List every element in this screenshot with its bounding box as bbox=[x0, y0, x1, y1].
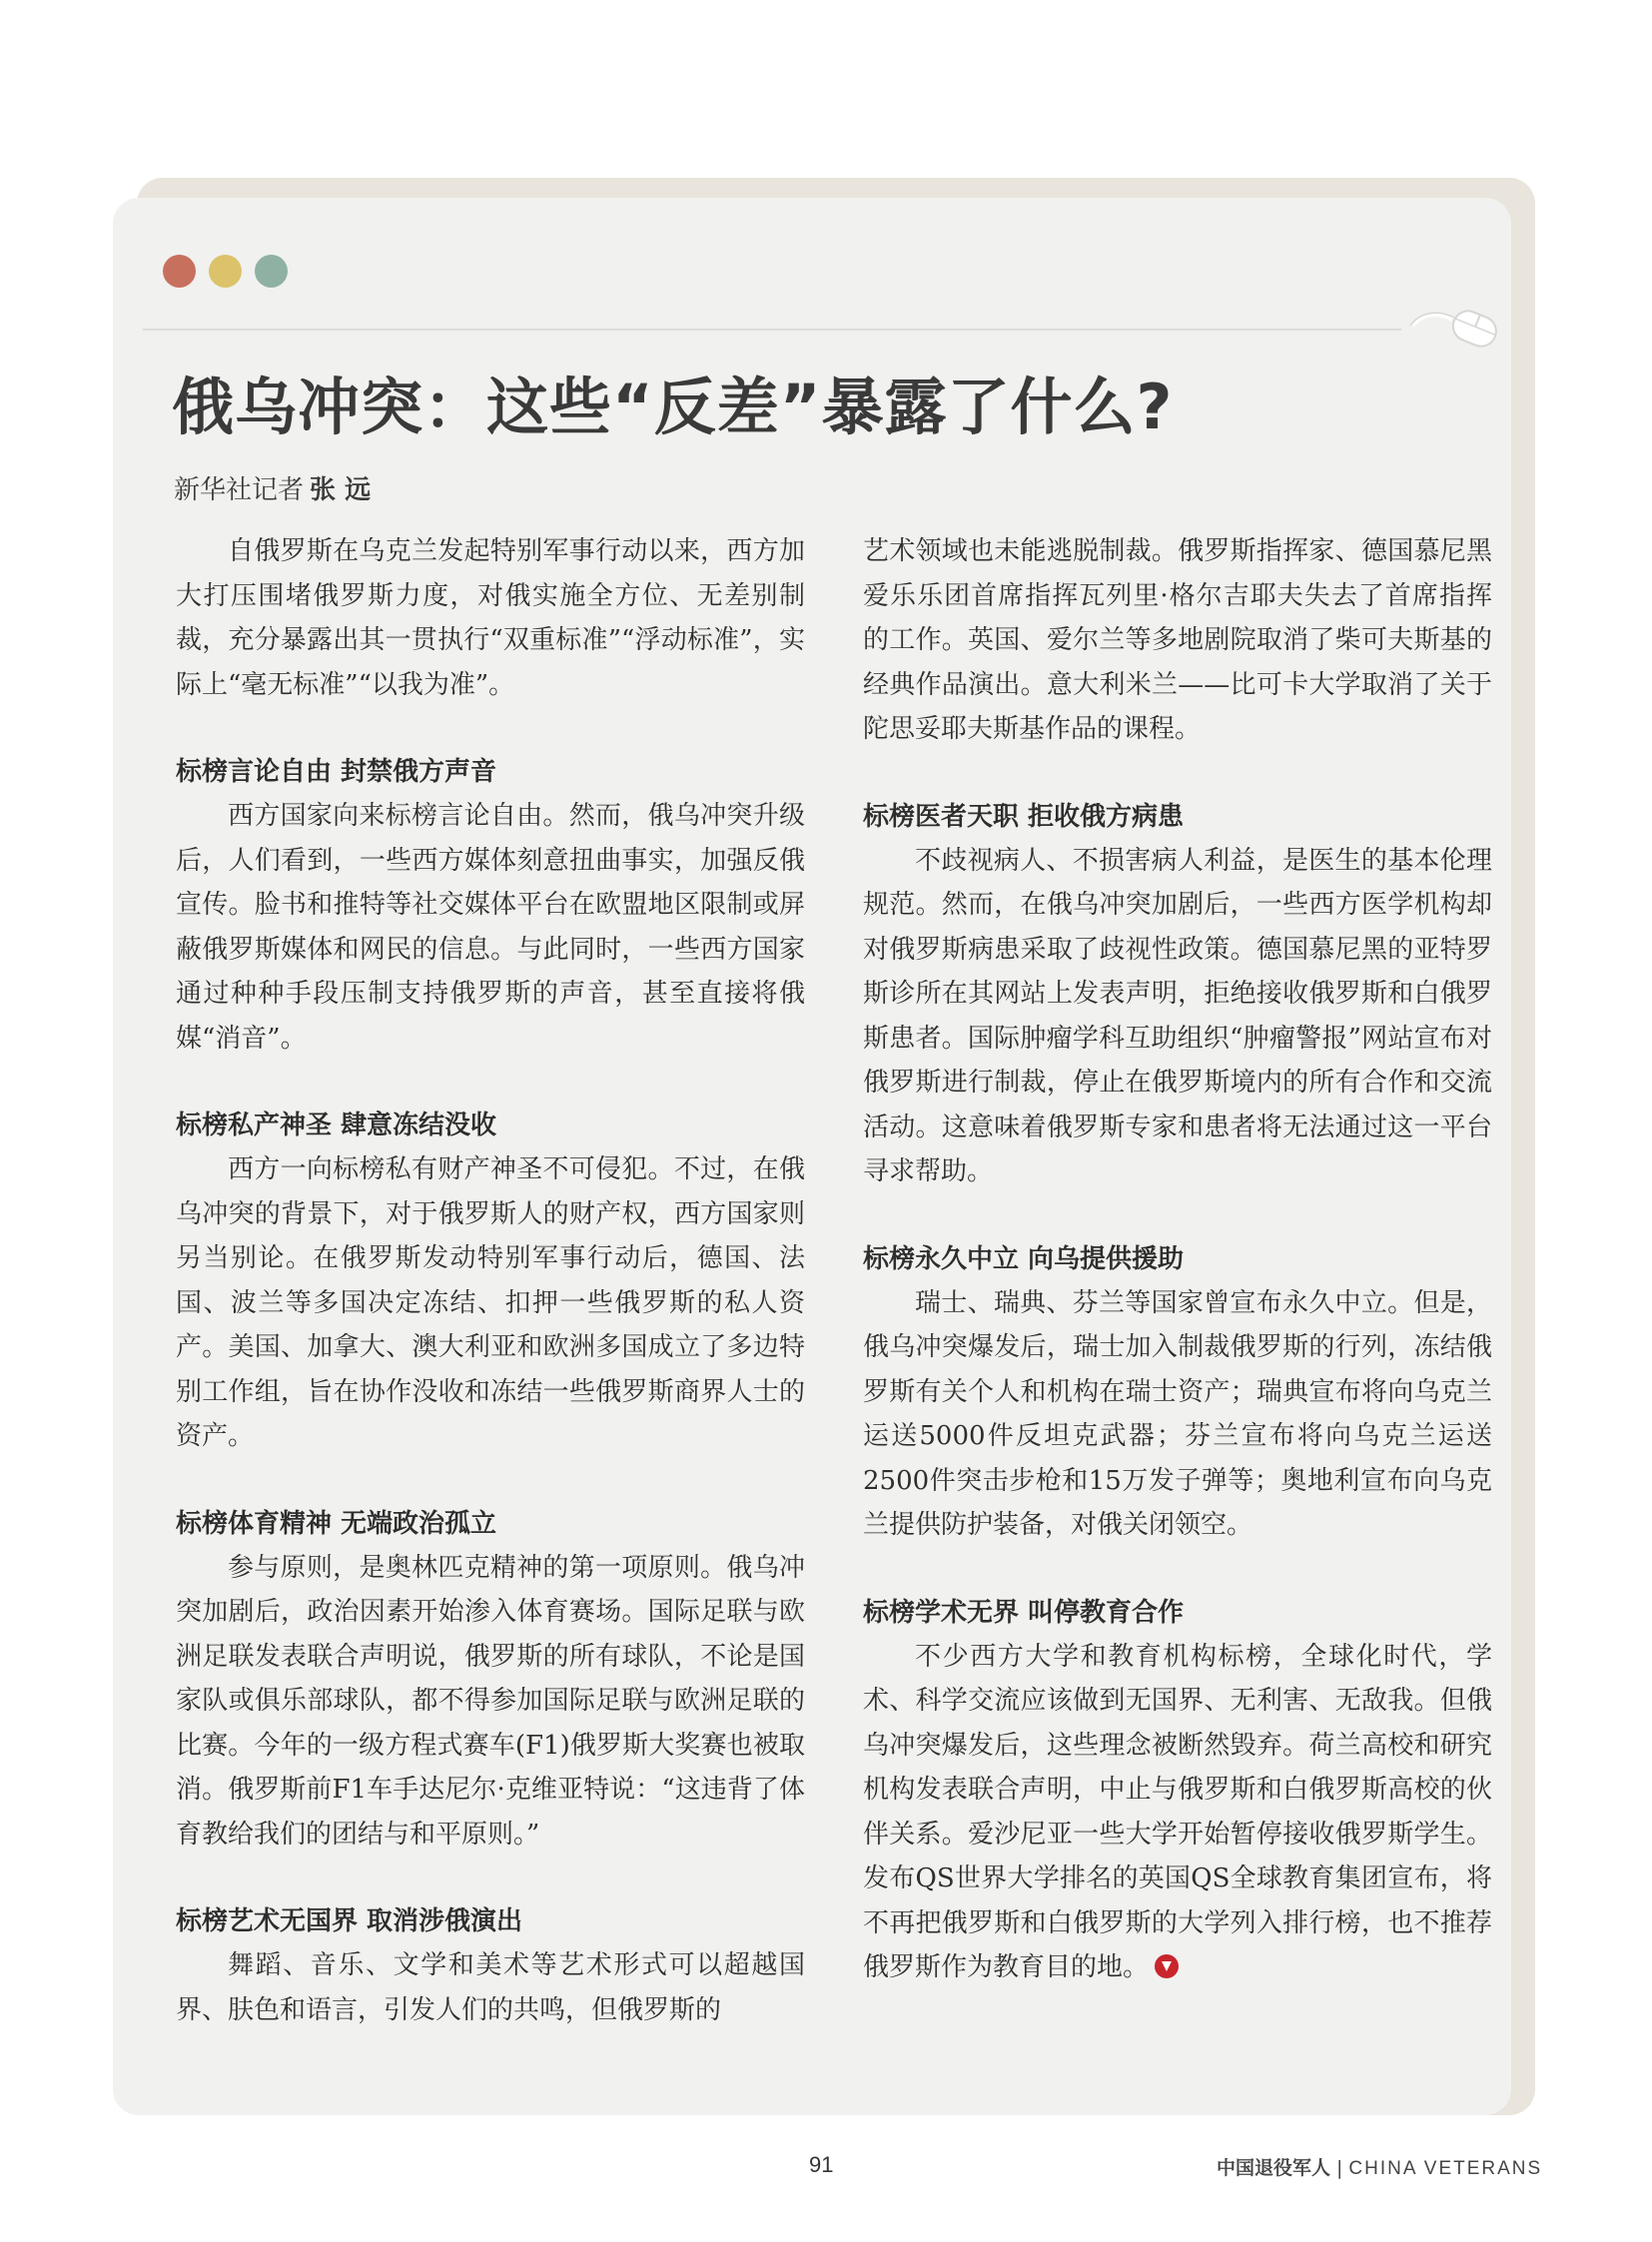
section-academia bbox=[863, 1591, 1492, 1990]
section-heading: 标榜艺术无国界 取消涉俄演出 bbox=[176, 1906, 523, 1936]
section-heading: 标榜私产神圣 肆意冻结没收 bbox=[176, 1111, 497, 1140]
byline bbox=[174, 470, 371, 510]
section-paragraph: 舞蹈、音乐、文学和美术等艺术形式可以超越国界、肤色和语言，引发人们的共鸣，但俄罗斯的 bbox=[176, 1950, 805, 2025]
section-paragraph: 参与原则，是奥林匹克精神的第一项原则。俄乌冲突加剧后，政治因素开始渗入体育赛场。国际足联与欧洲足联发表联合声明说，俄罗斯的所有球队，不论是国家队或俱乐部球队，都不得参加国际足联与欧洲足联的比赛。今年的一级方程式赛车(F1)俄罗斯大奖赛也被取消。俄罗斯前F1车手达尼尔·克维亚特说：“这违背了体育教给我们的团结与和平原则。” bbox=[176, 1552, 805, 1850]
section-private-property bbox=[176, 1104, 805, 1459]
section-paragraph-text: 不少西方大学和教育机构标榜，全球化时代，学术、科学交流应该做到无国界、无利害、无敌我。但俄乌冲突爆发后，这些理念被断然毁弃。荷兰高校和研究机构发表联合声明，中止与俄罗斯和白俄罗斯高校的伙伴关系。爱沙尼亚一些大学开始暂停接收俄罗斯学生。发布QS世界大学排名的英国QS全球教育集团宣布，将不再把俄罗斯和白俄罗斯的大学列入排行榜，也不推荐俄罗斯作为教育目的地。 bbox=[863, 1641, 1492, 1982]
mouse-icon bbox=[1408, 296, 1500, 356]
section-heading: 标榜医者天职 拒收俄方病患 bbox=[863, 801, 1185, 832]
section-sports bbox=[176, 1502, 805, 1858]
end-mark-icon bbox=[1155, 1954, 1179, 1978]
journal-name bbox=[1217, 2153, 1542, 2180]
journal-separator: | bbox=[1336, 2157, 1343, 2179]
article-title: 俄乌冲突：这些“反差”暴露了什么? bbox=[172, 371, 1174, 443]
section-arts bbox=[176, 1899, 805, 2032]
teal-dot bbox=[255, 255, 288, 288]
section-paragraph: 不歧视病人、不损害病人利益，是医生的基本伦理规范。然而，在俄乌冲突加剧后，一些西方医学机构却对俄罗斯病患采取了歧视性政策。德国慕尼黑的亚特罗斯诊所在其网站上发表声明，拒绝接收俄罗斯和白俄罗斯患者。国际肿瘤学科互助组织“肿瘤警报”网站宣布对俄罗斯进行制裁，停止在俄罗斯境内的所有合作和交流活动。这意味着俄罗斯专家和患者将无法通过这一平台寻求帮助。 bbox=[863, 845, 1492, 1186]
arts-continuation: 艺术领域也未能逃脱制裁。俄罗斯指挥家、德国慕尼黑爱乐乐团首席指挥瓦列里·格尔吉耶夫失去了首席指挥的工作。英国、爱尔兰等多地剧院取消了柴可夫斯基的经典作品演出。意大利米兰——比可卡大学取消了关于陀思妥耶夫斯基作品的课程。 bbox=[863, 536, 1492, 744]
section-paragraph: 西方一向标榜私有财产神圣不可侵犯。不过，在俄乌冲突的背景下，对于俄罗斯人的财产权，西方国家则另当别论。在俄罗斯发动特别军事行动后，德国、法国、波兰等多国决定冻结、扣押一些俄罗斯的私人资产。美国、加拿大、澳大利亚和欧洲多国成立了多边特别工作组，旨在协作没收和冻结一些俄罗斯商界人士的资产。 bbox=[176, 1154, 805, 1451]
section-paragraph: 瑞士、瑞典、芬兰等国家曾宣布永久中立。但是，俄乌冲突爆发后，瑞士加入制裁俄罗斯的行列，冻结俄罗斯有关个人和机构在瑞士资产；瑞典宣布将向乌克兰运送5000件反坦克武器；芬兰宣布将向乌克兰运送2500件突击步枪和15万发子弹等；奥地利宣布向乌克兰提供防护装备，对俄关闭领空。 bbox=[863, 1287, 1492, 1540]
section-free-speech bbox=[176, 750, 805, 1061]
section-heading: 标榜体育精神 无端政治孤立 bbox=[176, 1508, 497, 1539]
right-column bbox=[863, 529, 1492, 1990]
journal-name-cn: 中国退役军人 bbox=[1217, 2157, 1331, 2179]
window-dots bbox=[163, 255, 288, 288]
header-divider bbox=[143, 329, 1401, 331]
yellow-dot bbox=[209, 255, 242, 288]
left-column bbox=[176, 529, 805, 2032]
section-medicine bbox=[863, 795, 1492, 1194]
section-paragraph: 西方国家向来标榜言论自由。然而，俄乌冲突升级后，人们看到，一些西方媒体刻意扭曲事实，加强反俄宣传。脸书和推特等社交媒体平台在欧盟地区限制或屏蔽俄罗斯媒体和网民的信息。与此同时，一些西方国家通过种种手段压制支持俄罗斯的声音，甚至直接将俄媒“消音”。 bbox=[176, 801, 805, 1054]
section-paragraph bbox=[863, 1635, 1492, 1990]
section-heading: 标榜永久中立 向乌提供援助 bbox=[863, 1243, 1185, 1274]
author-name: 张 远 bbox=[310, 475, 372, 505]
section-heading: 标榜学术无界 叫停教育合作 bbox=[863, 1597, 1185, 1628]
page-number: 91 bbox=[809, 2152, 834, 2177]
red-dot bbox=[163, 255, 196, 288]
section-heading: 标榜言论自由 封禁俄方声音 bbox=[176, 757, 497, 787]
journal-name-en: CHINA VETERANS bbox=[1348, 2158, 1543, 2179]
lead-paragraph: 自俄罗斯在乌克兰发起特别军事行动以来，西方加大打压围堵俄罗斯力度，对俄实施全方位、无差别制裁，充分暴露出其一贯执行“双重标准”“浮动标准”，实际上“毫无标准”“以我为准”。 bbox=[176, 536, 805, 700]
byline-prefix: 新华社记者 bbox=[174, 475, 305, 505]
section-neutrality bbox=[863, 1237, 1492, 1548]
